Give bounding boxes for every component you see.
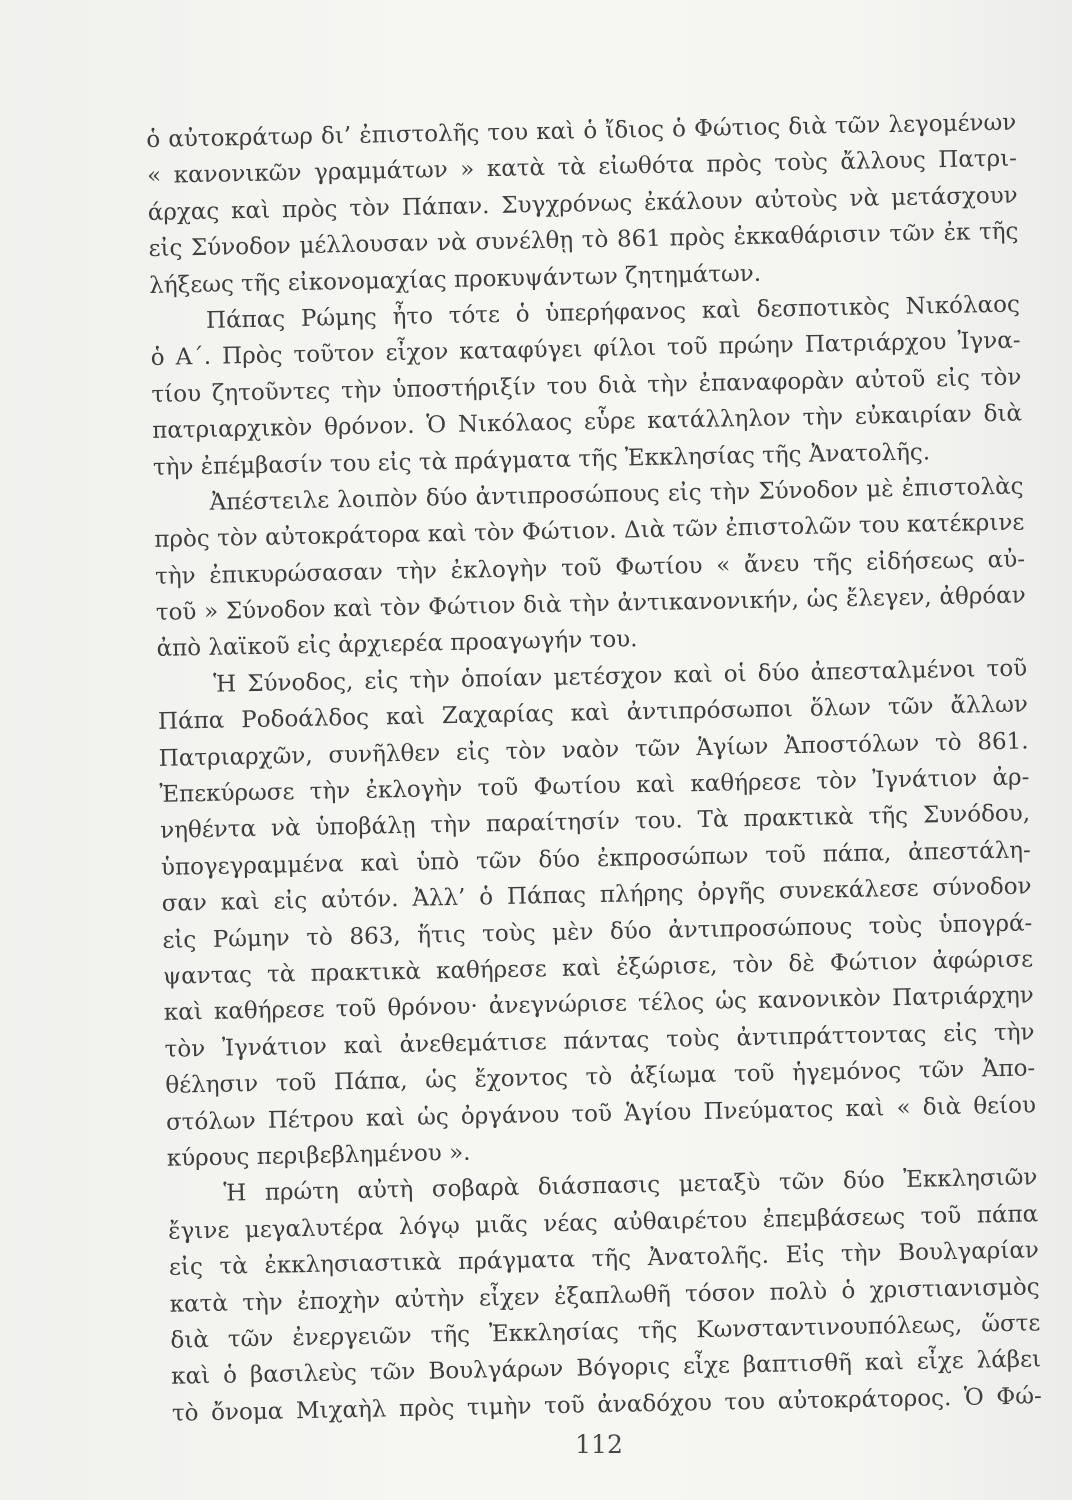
text-line: Ἡ πρώτη αὐτὴ σοβαρὰ διάσπασις μεταξὺ τῶν δύο Ἐκκλησιῶν (223, 1164, 1038, 1207)
text-line: Πατριαρχῶν, συνῆλθεν εἰς τὸν ναὸν τῶν Ἁγίων Ἀποστόλων τὸ 861. (158, 728, 1029, 772)
text-line: Πάπα Ροδοάλδος καὶ Ζαχαρίας καὶ ἀντιπρόσωποι ὅλων τῶν ἄλλων (157, 691, 1029, 736)
text-line: ἔγινε μεγαλυτέρα λόγῳ μιᾶς νέας αὐθαιρέτου ἐπεμβάσεως τοῦ πάπα (168, 1201, 1039, 1245)
text-line: εἰς Σύνοδον μέλλουσαν νὰ συνέλθῃ τὸ 861 πρὸς ἐκκαθάρισιν τῶν ἐκ τῆς (148, 218, 1019, 263)
text-line: σαν καὶ εἰς αὐτόν. Ἀλλ’ ὁ Πάπας πλήρης ὀργῆς συνεκάλεσε σύνοδον (161, 873, 1032, 918)
text-line: ἀπὸ λαϊκοῦ εἰς ἀρχιερέα προαγωγήν του. (156, 626, 638, 663)
text-line: Ἀπέστειλε λοιπὸν δύο ἀντιπροσώπους εἰς τὴν Σύνοδον μὲ ἐπιστολὰς (209, 473, 1024, 516)
text-line: τὸν Ἰγνάτιον καὶ ἀνεθεμάτισε πάντας τοὺς ἀντιπράττοντας εἰς τὴν (164, 1019, 1035, 1063)
text-line: τοῦ » Σύνοδον καὶ τὸν Φώτιον διὰ τὴν ἀντικανονικήν, ὡς ἔλεγεν, ἀθρόαν (155, 582, 1026, 626)
text-line: ψαντας τὰ πρακτικὰ καθήρεσε καὶ ἐξώρισε, τὸν δὲ Φώτιον ἀφώρισε (162, 946, 1034, 990)
text-line: Ἐπεκύρωσε τὴν ἐκλογὴν τοῦ Φωτίου καὶ καθήρεσε τὸν Ἰγνάτιον ἀρ- (159, 764, 1030, 808)
page-number: 112 (575, 1430, 623, 1459)
text-line: άρχας καὶ πρὸς τὸν Πάπαν. Συγχρόνως ἐκάλουν αὐτοὺς νὰ μετάσχουν (147, 182, 1018, 226)
text-line: τὴν ἐπικυρώσασαν τὴν ἐκλογὴν τοῦ Φωτίου « ἄνευ τῆς εἰδήσεως αὐ- (154, 546, 1026, 590)
text-line: διὰ τῶν ἐνεργειῶν τῆς Ἐκκλησίας τῆς Κωνσταντινουπόλεως, ὥστε (170, 1310, 1041, 1354)
text-line: στόλων Πέτρου καὶ ὡς ὀργάνου τοῦ Ἁγίου Πνεύματος καὶ « διὰ θείου (165, 1091, 1037, 1136)
text-line: λήξεως τῆς εἰκονομαχίας προκυψάντων ζητημάτων. (149, 260, 762, 299)
text-line: ὑπογεγραμμένα καὶ ὑπὸ τῶν δύο ἐκπροσώπων τοῦ πάπα, ἀπεστάλη- (160, 837, 1032, 881)
text-line: εἰς Ρώμην τὸ 863, ἥτις τοὺς μὲν δύο ἀντιπροσώπους τοὺς ὑπογρά- (162, 909, 1033, 954)
text-line: Πάπας Ρώμης ἦτο τότε ὁ ὑπερήφανος καὶ δεσποτικὸς Νικόλαος (205, 291, 1021, 334)
text-line: καὶ καθήρεσε τοῦ θρόνου· ἀνεγνώρισε τέλος ὡς κανονικὸν Πατριάρχην (163, 982, 1034, 1027)
text-line: Ἡ Σύνοδος, εἰς τὴν ὁποίαν μετέσχον καὶ οἱ δύο ἀπεσταλμένοι τοῦ (213, 655, 1028, 698)
text-line: καὶ ὁ βασιλεὺς τῶν Βουλγάρων Βόγορις εἶχε βαπτισθῆ καὶ εἶχε λάβει (170, 1346, 1042, 1391)
text-line: τὸ ὄνομα Μιχαὴλ πρὸς τιμὴν τοῦ ἀναδόχου του αὐτοκράτορος. Ὁ Φώ- (171, 1382, 1043, 1427)
text-line: εἰς τὰ ἐκκλησιαστικὰ πράγματα τῆς Ἀνατολῆς. Εἰς τὴν Βουλγαρίαν (168, 1237, 1040, 1281)
body-text (146, 105, 1042, 1432)
text-line: κύρους περιβεβλημένου ». (166, 1139, 471, 1172)
text-line: πρὸς τὸν αὐτοκράτορα καὶ τὸν Φώτιον. Διὰ τῶν ἐπιστολῶν του κατέκρινε (154, 509, 1025, 554)
text-line: νηθέντα νὰ ὑποβάλῃ τὴν παραίτησίν του. Τὰ πρακτικὰ τῆς Συνόδου, (159, 800, 1031, 845)
text-line: τὴν ἐπέμβασίν του εἰς τὰ πράγματα τῆς Ἐκκλησίας τῆς Ἀνατολῆς. (152, 438, 931, 481)
text-line: ὁ αὐτοκράτωρ δι’ ἐπιστολῆς του καὶ ὁ ἴδιος ὁ Φώτιος διὰ τῶν λεγομένων (146, 109, 1017, 153)
text-line: τίου ζητοῦντες τὴν ὑποστήριξίν του διὰ τὴν ἐπαναφορὰν αὐτοῦ εἰς τὸν (151, 364, 1022, 408)
text-line: ὁ Α΄. Πρὸς τοῦτον εἶχον καταφύγει φίλοι τοῦ πρώην Πατριάρχου Ἰγνα- (150, 327, 1021, 372)
text-line: πατριαρχικὸν θρόνον. Ὁ Νικόλαος εὗρε κατάλληλον τὴν εὐκαιρίαν διὰ (151, 400, 1023, 445)
text-line: κατὰ τὴν ἐποχὴν αὐτὴν εἶχεν ἐξαπλωθῆ τόσον πολὺ ὁ χριστιανισμὸς (169, 1273, 1040, 1318)
text-line: « κανονικῶν γραμμάτων » κατὰ τὰ εἰωθότα πρὸς τοὺς ἄλλους Πατρι- (146, 145, 1018, 190)
text-line: θέλησιν τοῦ Πάπα, ὡς ἔχοντος τὸ ἀξίωμα τοῦ ἡγεμόνος τῶν Ἀπο- (165, 1055, 1036, 1099)
